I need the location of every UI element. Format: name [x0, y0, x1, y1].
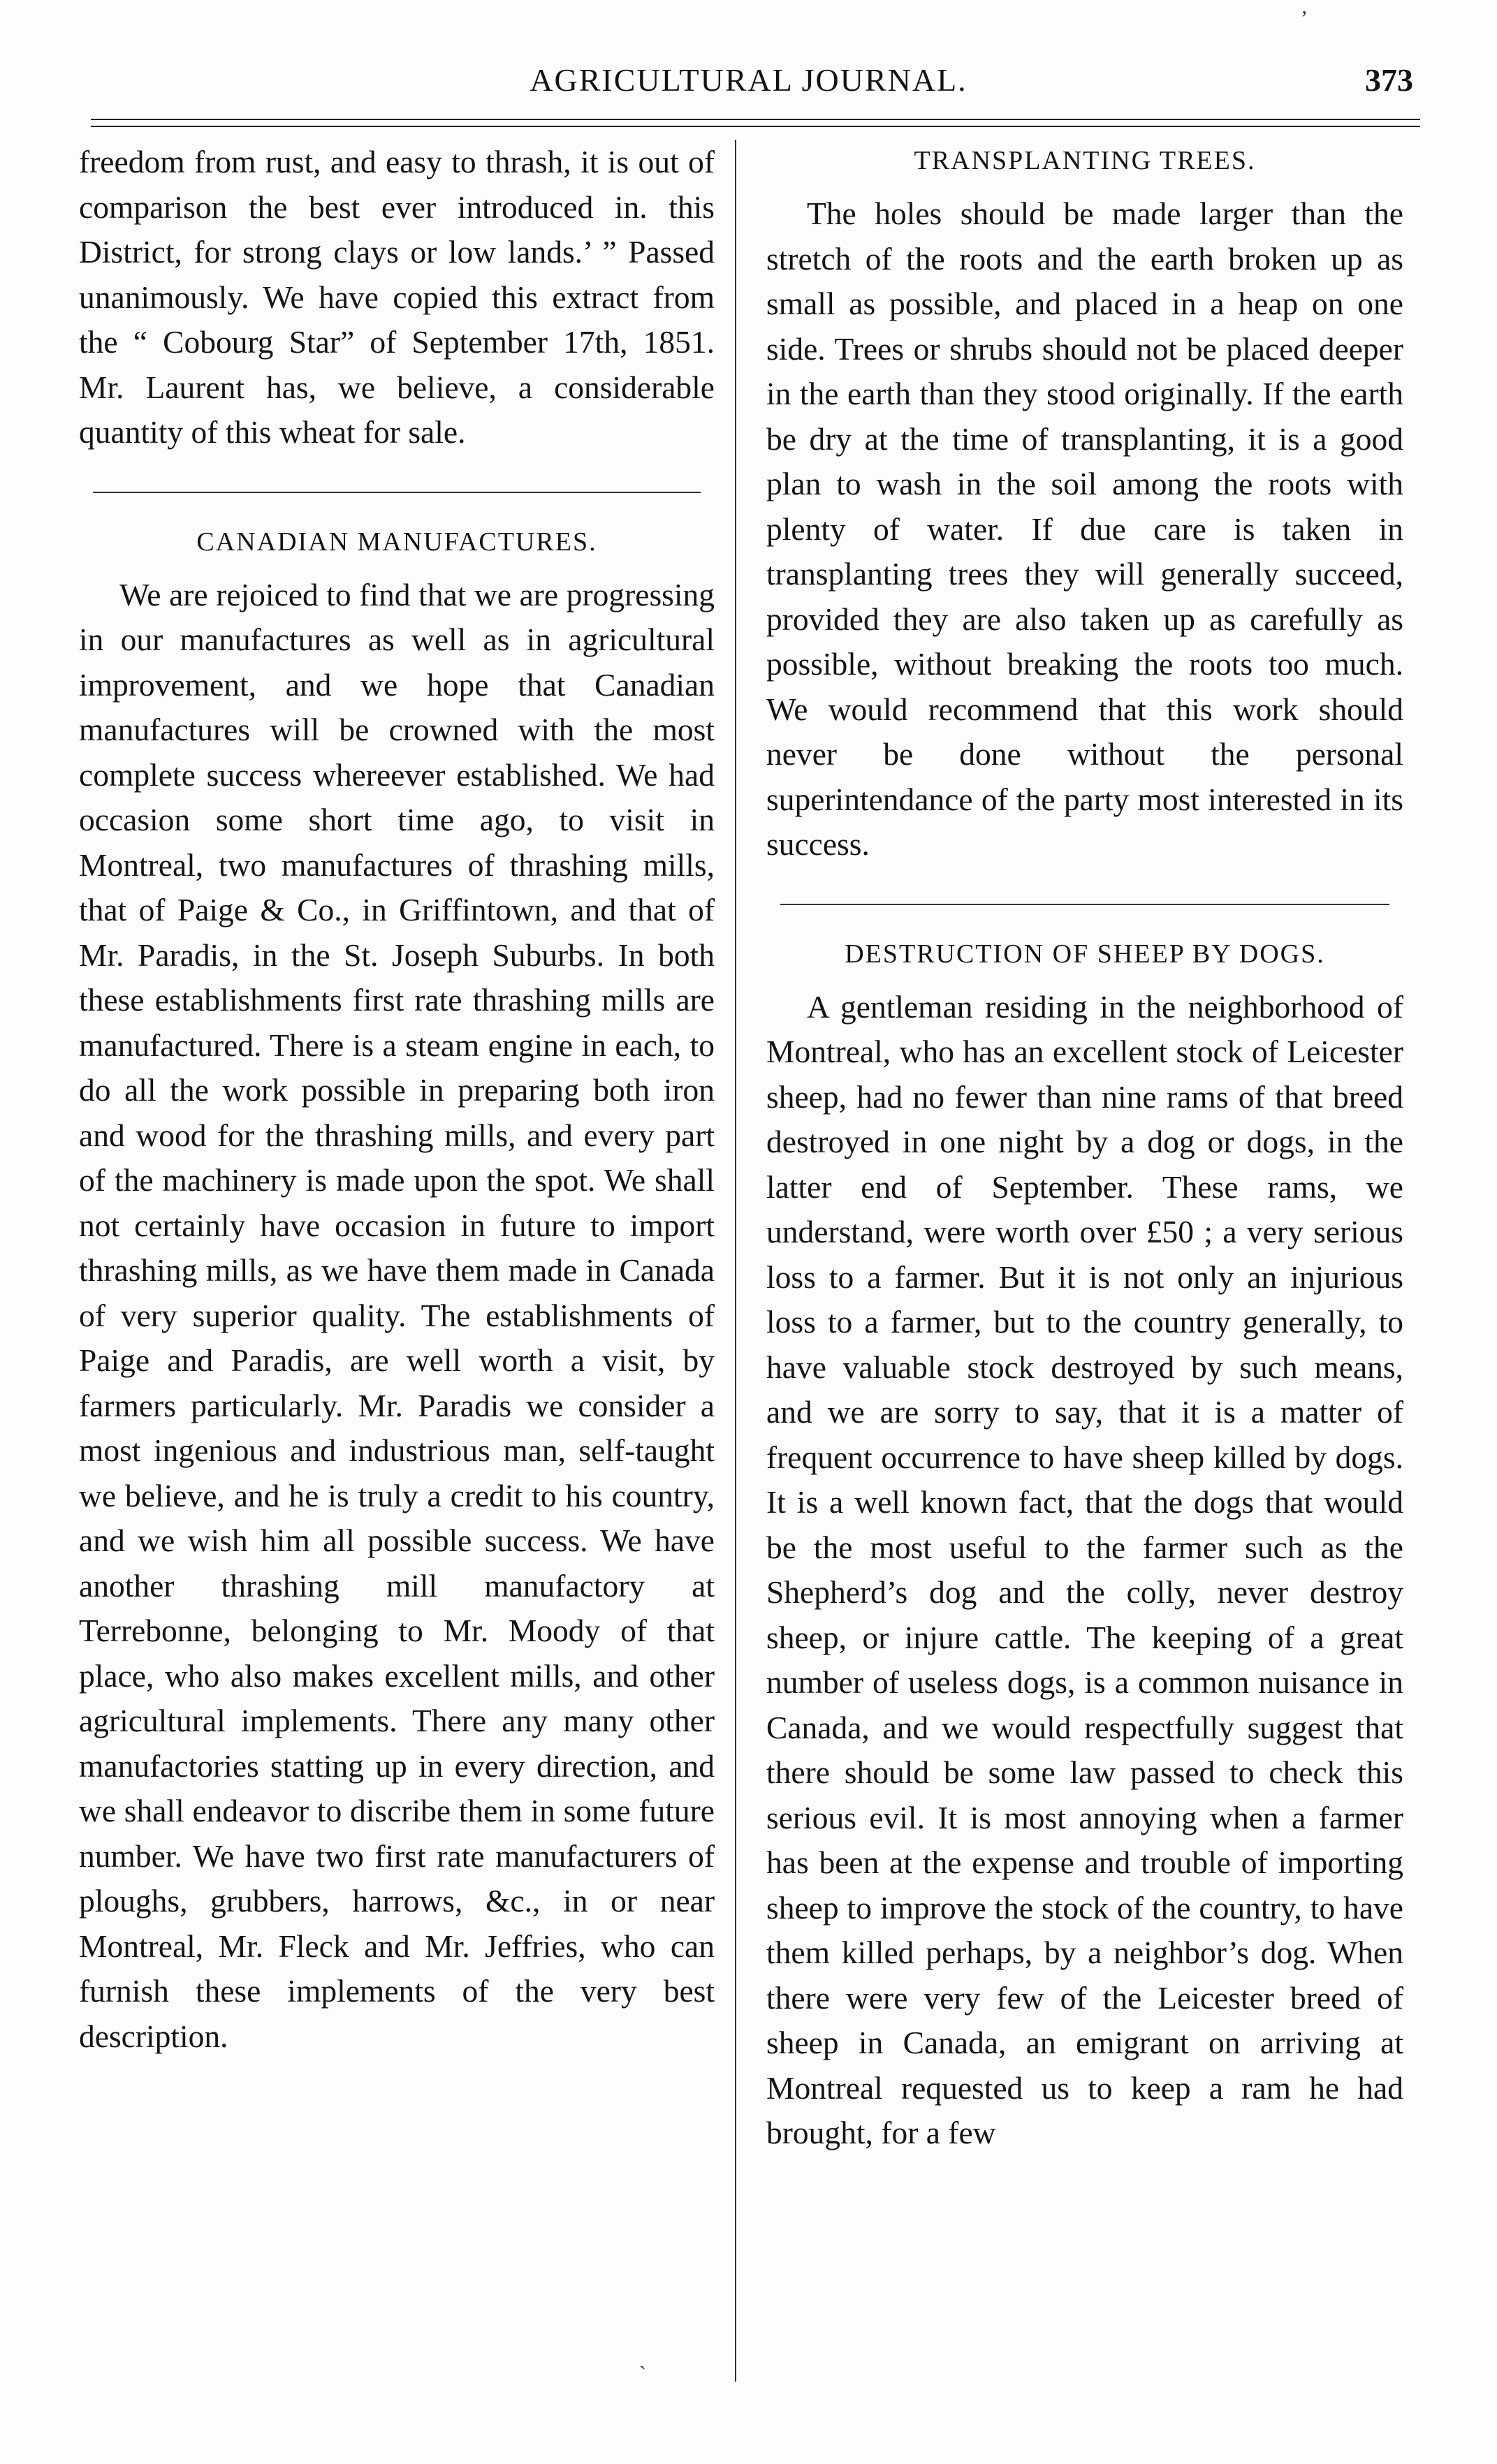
printing-speck: ˎ	[639, 2347, 646, 2370]
running-title: AGRICULTURAL JOURNAL.	[530, 62, 967, 98]
left-column	[79, 140, 715, 2059]
page-number: 373	[1365, 62, 1413, 98]
article-body-transplanting-trees: The holes should be made larger than the stretch of the roots and the earth broken up as small as possible, and placed in a heap on one side. Trees or shrubs should not be placed deeper in the earth than they stood originally. If the earth be dry at the time of transplanting, it is a good plan to wash in the soil among the roots with plenty of water. If due care is taken in transplanting trees they will generally succeed, provided they are also taken up as carefully as possible, without breaking the roots too much. We would recommend that this work should never be done without the personal superintendance of the party most interested in its success.	[766, 196, 1403, 862]
article-heading-destruction-of-sheep: DESTRUCTION OF SHEEP BY DOGS.	[845, 939, 1325, 969]
right-column	[766, 140, 1403, 2156]
running-header	[77, 61, 1420, 110]
article-body-canadian-manufactures: We are rejoiced to find that we are progressing in our manufactures as well as in agricultural improvement, and we hope that Canadian manufactures will be crowned with the most complete success whereever established. We had occasion some short time ago, to visit in Montreal, two manufactures of thrashing mills, that of Paige & Co., in Griffintown, and that of Mr. Paradis, in the St. Joseph Suburbs. In both these establishments first rate thrashing mills are manufactured. There is a steam engine in each, to do all the work possible in preparing both iron and wood for the thrashing mills, and every part of the machinery is made upon the spot. We shall not certainly have occasion in future to import thrashing mills, as we have them made in Canada of very superior quality. The establishments of Paige and Paradis, are well worth a visit, by farmers particularly. Mr. Paradis we consider a most ingenious and industrious man, self-taught we believe, and he is truly a credit to his country, and we wish him all possible success. We have another thrashing mill manufactory at Terrebonne, belonging to Mr. Moody of that place, who also makes excellent mills, and other agricultural implements. There any many other manufactories statting up in every direction, and we shall endeavor to discribe them in some future number. We have two first rate manufacturers of ploughs, grubbers, harrows, &c., in or near Montreal, Mr. Fleck and Mr. Jeffries, who can furnish these implements of the very best description.	[79, 576, 715, 2054]
column-divider	[735, 140, 736, 2382]
section-divider	[93, 492, 701, 493]
continuation-paragraph: freedom from rust, and easy to thrash, it is out of comparison the best ever introduced in. this District, for strong clays or low lands.’ ” Passed unanimously. We have copied this extract from the “ Cobourg Star” of September 17th, 1851. Mr. Laurent has, we believe, a considerable quantity of this wheat for sale.	[79, 144, 715, 450]
header-double-rule	[91, 119, 1420, 127]
printing-speck: ʼ	[1301, 7, 1308, 30]
article-heading-transplanting-trees: TRANSPLANTING TREES.	[914, 146, 1256, 175]
article-body-destruction-of-sheep: A gentleman residing in the neighborhood of Montreal, who has an excellent stock of Leicester sheep, had no fewer than nine rams of that breed destroyed in one night by a dog or dogs, in the latter end of September. These rams, we understand, were worth over £50 ; a very serious loss to a farmer. But it is not only an injurious loss to a farmer, but to the country generally, to have valuable stock destroyed by such means, and we are sorry to say, that it is a matter of frequent occurrence to have sheep killed by dogs. It is a well known fact, that the dogs that would be the most useful to the farmer such as the Shepherd’s dog and the colly, never destroy sheep, or injure cattle. The keeping of a great number of useless dogs, is a common nuisance in Canada, and we would respectfully suggest that there should be some law passed to check this serious evil. It is most annoying when a farmer has been at the expense and trouble of importing sheep to improve the stock of the country, to have them killed perhaps, by a neighbor’s dog. When there were very few of the Leicester breed of sheep in Canada, an emigrant on arriving at Montreal requested us to keep a ram he had brought, for a few	[766, 988, 1403, 2150]
article-heading-canadian-manufactures: CANADIAN MANUFACTURES.	[196, 527, 597, 557]
section-divider	[780, 904, 1389, 905]
